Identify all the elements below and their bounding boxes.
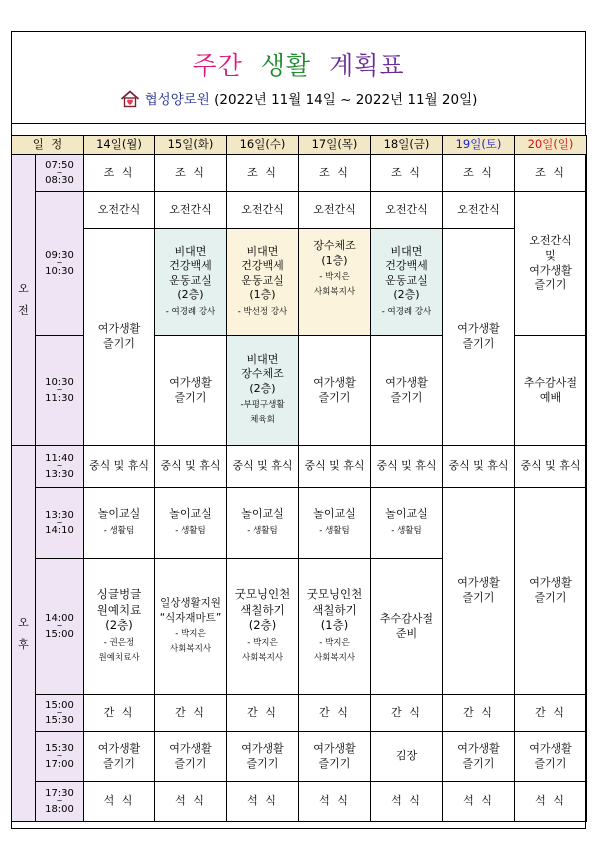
- schedule-corner-header: 일 정: [12, 136, 84, 155]
- activity-instructor: - 박지은 사회복지사: [169, 629, 212, 655]
- activity-instructor: - 생활팀: [247, 525, 278, 536]
- activity-cell: 여가생활 즐기기: [299, 336, 371, 446]
- activity-cell: 조 식: [299, 155, 371, 192]
- activity-instructor: - 생활팀: [103, 525, 135, 536]
- activity-cell: 간 식: [227, 695, 299, 732]
- activity-main: 놀이교실: [241, 507, 284, 521]
- activity-cell: 석 식: [371, 782, 443, 822]
- activity-cell: [299, 488, 371, 559]
- table-row: [12, 155, 587, 192]
- activity-cell: 추수감사절 예배: [515, 336, 587, 446]
- activity-cell: 조 식: [155, 155, 227, 192]
- activity-cell: 간 식: [84, 695, 155, 732]
- activity-cell: [299, 559, 371, 695]
- activity-cell: 중식 및 휴식: [84, 446, 155, 488]
- time-start: 15:30: [45, 743, 74, 755]
- time-end: 17:00: [45, 758, 74, 770]
- activity-cell: 여가생활 즐기기: [155, 732, 227, 782]
- page-title: [11, 46, 586, 82]
- activity-cell: 여가생활 즐기기: [443, 229, 515, 446]
- table-row: [12, 488, 587, 559]
- activity-cell: 간 식: [443, 695, 515, 732]
- time-start: 07:50: [45, 159, 74, 171]
- activity-cell: 김장: [371, 732, 443, 782]
- time-tilde: ~: [56, 462, 63, 471]
- activity-cell: 여가생활 즐기기: [443, 488, 515, 695]
- activity-main: 굿모닝인천 색칠하기 (1층): [306, 587, 363, 633]
- activity-cell: 추수감사절 준비: [371, 559, 443, 695]
- activity-instructor: - 박지은 사회복지사: [313, 637, 356, 663]
- table-row: [12, 732, 587, 782]
- time-end: 10:30: [45, 265, 74, 277]
- activity-main: 비대면 장수체조 (2층): [241, 352, 284, 395]
- activity-cell: [84, 488, 155, 559]
- time-tilde: ~: [56, 168, 63, 177]
- time-end: 13:30: [45, 468, 74, 480]
- table-row: [12, 782, 587, 822]
- table-row: [12, 695, 587, 732]
- header-divider: [11, 123, 586, 124]
- time-tilde: ~: [56, 752, 63, 761]
- time-slot: [36, 192, 84, 336]
- activity-cell: 조 식: [443, 155, 515, 192]
- activity-cell: 중식 및 휴식: [443, 446, 515, 488]
- activity-instructor: - 생활팀: [319, 525, 350, 536]
- activity-main: 놀이교실: [313, 507, 356, 521]
- activity-main: 장수체조 (1층): [313, 239, 356, 267]
- activity-cell: 간 식: [371, 695, 443, 732]
- activity-cell: 중식 및 휴식: [155, 446, 227, 488]
- time-start: 11:40: [45, 453, 74, 465]
- time-tilde: ~: [56, 797, 63, 806]
- activity-cell: 석 식: [515, 782, 587, 822]
- activity-main: 일상생활지원 “식자재마트”: [159, 596, 222, 624]
- time-end: 08:30: [45, 175, 74, 187]
- day-header-sunday: 20일(일): [515, 136, 587, 155]
- activity-cell: 오전간식: [371, 192, 443, 229]
- title-word-life: 생활: [260, 51, 312, 80]
- day-header: 15일(화): [155, 136, 227, 155]
- activity-main: 싱글벙글 원예치료 (2층): [96, 587, 142, 633]
- time-slot: [36, 695, 84, 732]
- time-start: 10:30: [45, 377, 74, 389]
- time-tilde: ~: [56, 708, 63, 717]
- activity-instructor: - 여경례 강사: [165, 306, 216, 317]
- time-end: 15:30: [45, 715, 74, 727]
- time-start: 17:30: [45, 788, 74, 800]
- day-header: 14일(월): [84, 136, 155, 155]
- activity-main: 놀이교실: [169, 507, 212, 521]
- org-name: 협성양로원: [144, 92, 210, 108]
- time-start: 15:00: [45, 699, 74, 711]
- activity-cell: 석 식: [155, 782, 227, 822]
- time-tilde: ~: [56, 622, 63, 631]
- time-end: 14:10: [45, 525, 74, 537]
- activity-cell: 여가생활 즐기기: [515, 732, 587, 782]
- activity-cell: 여가생활 즐기기: [227, 732, 299, 782]
- activity-cell: [155, 488, 227, 559]
- time-slot: [36, 336, 84, 446]
- activity-cell: [227, 559, 299, 695]
- activity-cell: [227, 229, 299, 336]
- activity-cell: 중식 및 휴식: [515, 446, 587, 488]
- activity-cell: 조 식: [371, 155, 443, 192]
- title-word-plan: 계획표: [329, 51, 405, 80]
- activity-main: 놀이교실: [385, 507, 428, 521]
- activity-cell: 석 식: [84, 782, 155, 822]
- table-row: [12, 229, 587, 336]
- time-slot: [36, 488, 84, 559]
- activity-cell: [227, 488, 299, 559]
- activity-instructor: - 박지은 사회복지사: [241, 637, 284, 663]
- time-start: 14:00: [45, 613, 74, 625]
- activity-cell: 여가생활 즐기기: [84, 732, 155, 782]
- day-header: 17일(목): [299, 136, 371, 155]
- activity-cell: 석 식: [227, 782, 299, 822]
- time-start: 13:30: [45, 509, 74, 521]
- activity-cell: 중식 및 휴식: [299, 446, 371, 488]
- time-end: 15:00: [45, 628, 74, 640]
- activity-instructor: - 생활팀: [391, 525, 422, 536]
- time-slot: [36, 446, 84, 488]
- activity-main: 굿모닝인천 색칠하기 (2층): [234, 587, 291, 633]
- activity-cell: 간 식: [515, 695, 587, 732]
- activity-instructor: -부평구생활 체육회: [240, 400, 285, 426]
- activity-main: 비대면 건강백세 운동교실 (2층): [169, 244, 212, 302]
- activity-main: 비대면 건강백세 운동교실 (1층): [241, 244, 284, 302]
- activity-cell: 중식 및 휴식: [227, 446, 299, 488]
- time-end: 18:00: [45, 803, 74, 815]
- day-header-saturday: 19일(토): [443, 136, 515, 155]
- activity-cell: 조 식: [515, 155, 587, 192]
- table-header-row: [12, 136, 587, 155]
- schedule-period: (2022년 11월 14일 ~ 2022년 11월 20일): [214, 92, 478, 108]
- activity-cell: 여가생활 즐기기: [371, 336, 443, 446]
- activity-cell: 간 식: [155, 695, 227, 732]
- title-word-weekly: 주간: [192, 51, 243, 80]
- day-header: 16일(수): [227, 136, 299, 155]
- time-start: 09:30: [45, 250, 74, 262]
- activity-cell: 여가생활 즐기기: [515, 488, 587, 695]
- activity-cell: [227, 336, 299, 446]
- activity-instructor: - 생활팀: [175, 525, 206, 536]
- activity-cell: [371, 229, 443, 336]
- activity-cell: 석 식: [299, 782, 371, 822]
- time-slot: [36, 155, 84, 192]
- activity-instructor: - 여경례 강사: [381, 306, 432, 317]
- section-label-am: 오 전: [12, 155, 36, 446]
- time-tilde: ~: [56, 259, 63, 268]
- section-label-pm: 오 후: [12, 446, 36, 822]
- activity-instructor: - 박선정 강사: [237, 306, 288, 317]
- activity-cell: 여가생활 즐기기: [84, 229, 155, 446]
- activity-main: 놀이교실: [97, 507, 141, 521]
- activity-cell: 조 식: [84, 155, 155, 192]
- activity-instructor: - 권은정 원예치료사: [98, 637, 140, 663]
- activity-cell: 중식 및 휴식: [371, 446, 443, 488]
- activity-cell: 오전간식: [155, 192, 227, 229]
- activity-cell: [84, 559, 155, 695]
- activity-cell: [371, 488, 443, 559]
- time-end: 11:30: [45, 392, 74, 404]
- table-row: [12, 446, 587, 488]
- page-subtitle: [11, 88, 586, 112]
- time-slot: [36, 732, 84, 782]
- activity-cell: 오전간식 및 여가생활 즐기기: [515, 192, 587, 336]
- time-slot: [36, 782, 84, 822]
- table-row: [12, 192, 587, 229]
- activity-cell: [299, 229, 371, 336]
- time-tilde: ~: [56, 518, 63, 527]
- house-heart-icon: [120, 90, 140, 112]
- activity-cell: 오전간식: [227, 192, 299, 229]
- activity-cell: 간 식: [299, 695, 371, 732]
- activity-instructor: - 박지은 사회복지사: [313, 272, 356, 297]
- time-tilde: ~: [56, 386, 63, 395]
- activity-cell: 오전간식: [443, 192, 515, 229]
- activity-cell: 석 식: [443, 782, 515, 822]
- activity-main: 비대면 건강백세 운동교실 (2층): [385, 244, 428, 302]
- activity-cell: 여가생활 즐기기: [443, 732, 515, 782]
- activity-cell: 오전간식: [84, 192, 155, 229]
- activity-cell: 여가생활 즐기기: [155, 336, 227, 446]
- day-header: 18일(금): [371, 136, 443, 155]
- activity-cell: 조 식: [227, 155, 299, 192]
- activity-cell: 여가생활 즐기기: [299, 732, 371, 782]
- weekly-schedule-table: [11, 135, 587, 822]
- activity-cell: [155, 559, 227, 695]
- activity-cell: [155, 229, 227, 336]
- time-slot: [36, 559, 84, 695]
- activity-cell: 오전간식: [299, 192, 371, 229]
